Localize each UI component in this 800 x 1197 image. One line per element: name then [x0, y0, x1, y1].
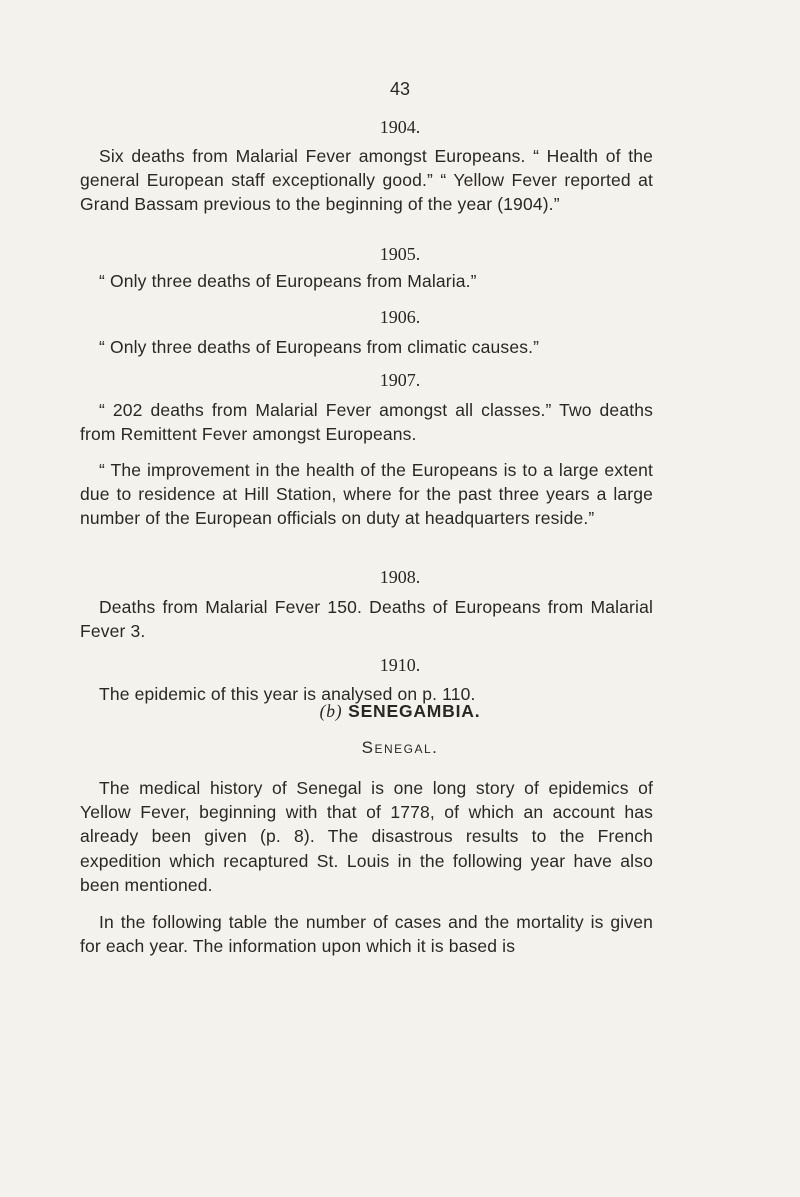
- entry-1906-text: “ Only three deaths of Europeans from climatic causes.”: [99, 337, 540, 357]
- senegal-paragraph-1: The medical history of Senegal is one long story of epidemics of Yellow Fever, beginning with that of 1778, of which an account has already been given (p. 8). The disastrous results to the French expedition which recaptured St. Louis in the following year have also been mentioned.: [80, 778, 653, 895]
- entry-1908-text: Deaths from Malarial Fever 150. Deaths of Europeans from Malarial Fever 3.: [80, 597, 653, 642]
- page-number: 43: [389, 79, 411, 99]
- year-1910: 1910.: [379, 655, 421, 675]
- senegal-paragraph-2: In the following table the number of cases and the mortality is given for each year. The information upon which it is based is: [80, 912, 653, 957]
- entry-1904-text: Six deaths from Malarial Fever amongst Europeans. “ Health of the general European staff exceptionally good.” “ Yellow Fever reported at Grand Bassam previous to the beginning of the year (1904).”: [80, 146, 653, 215]
- section-heading: [0, 701, 800, 722]
- entry-1907-text-2: “ The improvement in the health of the Europeans is to a large extent due to residence at Hill Station, where for the past three years a large number of the European officials on duty at headquarters reside.”: [80, 460, 653, 529]
- year-1905: 1905.: [379, 244, 421, 264]
- year-1907: 1907.: [379, 370, 421, 390]
- entry-1907-text: “ 202 deaths from Malarial Fever amongst all classes.” Two deaths from Remittent Fever amongst Europeans.: [80, 400, 653, 445]
- year-1906: 1906.: [379, 307, 421, 327]
- entry-1910-text: The epidemic of this year is analysed on p. 110.: [99, 684, 476, 704]
- year-1908: 1908.: [379, 567, 421, 587]
- section-letter: (b): [319, 701, 343, 721]
- year-1904: 1904.: [379, 117, 421, 137]
- subsection-heading: Senegal.: [361, 738, 439, 757]
- entry-1905-text: “ Only three deaths of Europeans from Malaria.”: [99, 271, 477, 291]
- section-title: SENEGAMBIA.: [348, 701, 481, 721]
